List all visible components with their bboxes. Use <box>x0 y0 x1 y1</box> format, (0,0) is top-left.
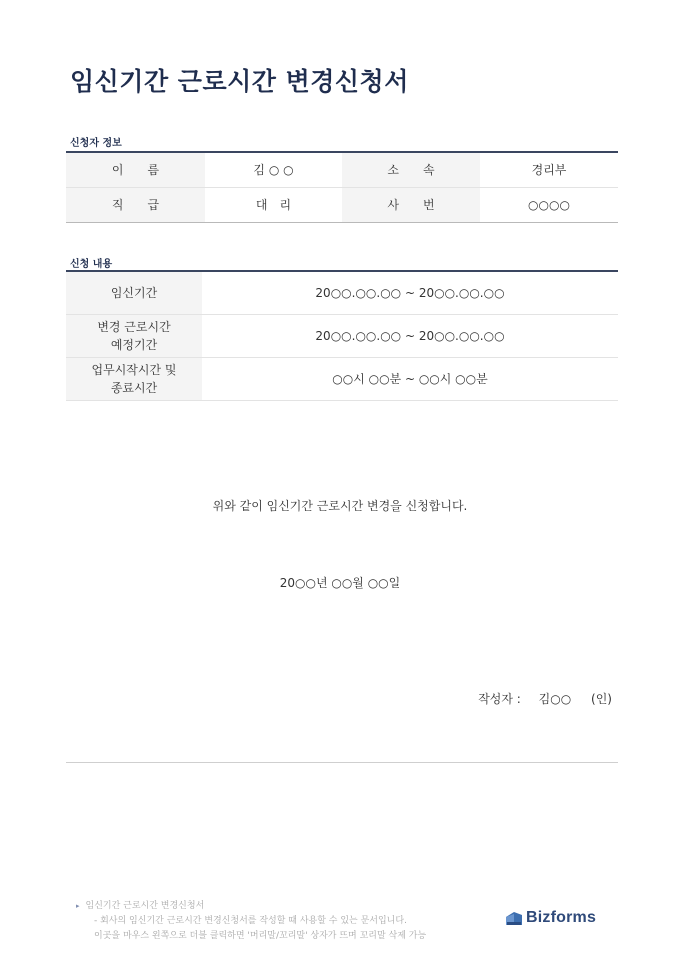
document-title: 임신기간 근로시간 변경신청서 <box>70 67 409 96</box>
department-label: 소 속 <box>342 152 480 187</box>
work-hours-label <box>66 357 202 400</box>
table-row <box>66 314 618 357</box>
employee-number-label: 사 번 <box>342 187 480 222</box>
changed-hours-period-value: 20○○.○○.○○ ~ 20○○.○○.○○ <box>202 314 618 357</box>
label-line: 변경 근로시간 <box>97 319 171 334</box>
name-value: 김 ○ ○ <box>205 152 342 187</box>
work-hours-value: ○○시 ○○분 ~ ○○시 ○○분 <box>202 357 618 400</box>
author-name: 김○○ <box>538 692 572 706</box>
position-value: 대 리 <box>205 187 342 222</box>
label-line: 종료시간 <box>110 380 158 395</box>
pregnancy-period-value: 20○○.○○.○○ ~ 20○○.○○.○○ <box>202 271 618 314</box>
author-signature <box>478 690 612 707</box>
building-icon <box>505 910 523 927</box>
employee-number-value: ○○○○ <box>480 187 618 222</box>
application-date: 20○○년 ○○월 ○○일 <box>279 576 401 590</box>
request-details-table <box>66 270 618 401</box>
name-label: 이 름 <box>66 152 205 187</box>
label-line: 예정기간 <box>110 337 158 352</box>
author-label: 작성자 : <box>478 692 521 706</box>
applicant-info-table <box>66 151 618 223</box>
footer-line: - 회사의 임신기간 근로시간 변경신청서를 작성할 때 사용할 수 있는 문서입니다. <box>94 916 407 926</box>
department-value: 경리부 <box>480 152 618 187</box>
bullet-icon: ▸ <box>76 902 80 910</box>
table-row <box>66 152 618 187</box>
applicant-section-label: 신청자 정보 <box>70 138 122 149</box>
bizforms-logo <box>505 909 596 927</box>
table-row <box>66 271 618 314</box>
request-section-label: 신청 내용 <box>70 259 113 270</box>
changed-hours-period-label <box>66 314 202 357</box>
footer-title: 임신기간 근로시간 변경신청서 <box>85 901 205 911</box>
table-row <box>66 187 618 222</box>
label-line: 업무시작시간 및 <box>91 362 177 377</box>
logo-text: Bizforms <box>526 909 597 926</box>
label-line: 임신기간 <box>110 285 158 300</box>
table-row <box>66 357 618 400</box>
position-label: 직 급 <box>66 187 205 222</box>
pregnancy-period-label <box>66 271 202 314</box>
footer-line: 이곳을 마우스 왼쪽으로 더블 클릭하면 '머리말/꼬리말' 상자가 뜨며 꼬리말 삭제 가능 <box>94 931 427 941</box>
application-statement: 위와 같이 임신기간 근로시간 변경을 신청합니다. <box>212 499 468 513</box>
author-seal: (인) <box>591 692 612 706</box>
footer-notes[interactable] <box>76 899 426 944</box>
footer-divider <box>66 762 618 763</box>
